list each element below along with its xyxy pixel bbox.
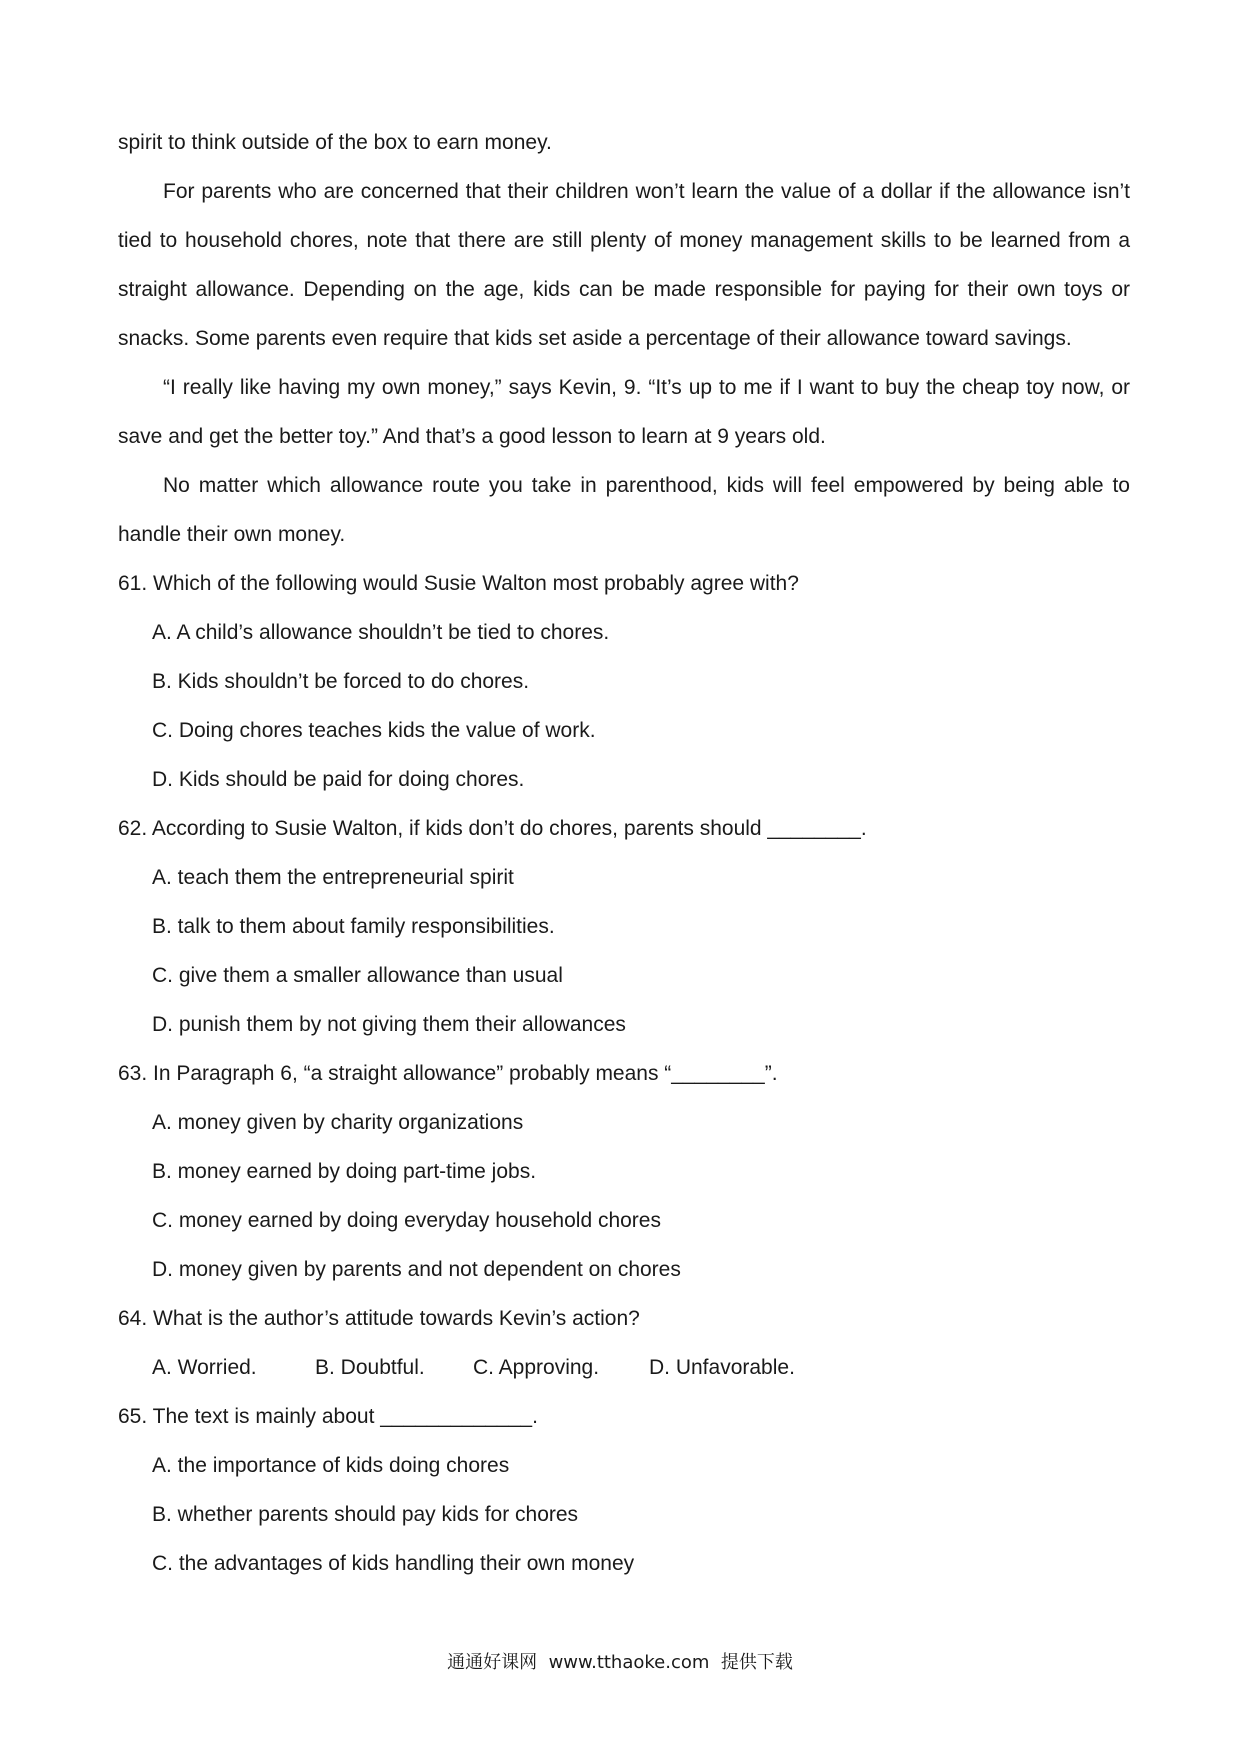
document-page bbox=[118, 118, 1130, 1588]
question-61 bbox=[118, 559, 1130, 804]
option-c: C. Approving. bbox=[473, 1356, 600, 1379]
question-stem: 65. The text is mainly about _____________. bbox=[118, 1405, 538, 1428]
question-stem: 62. According to Susie Walton, if kids don’t do chores, parents should ________. bbox=[118, 817, 867, 840]
passage-paragraph-8: No matter which allowance route you take in parenthood, kids will feel empowered by being able to handle their own money. bbox=[118, 474, 1130, 546]
option-b: B. money earned by doing part-time jobs. bbox=[152, 1160, 537, 1183]
question-62 bbox=[118, 804, 1130, 1049]
option-d: D. Unfavorable. bbox=[649, 1356, 795, 1379]
option-a: A. teach them the entrepreneurial spirit bbox=[152, 866, 514, 889]
option-a: A. the importance of kids doing chores bbox=[152, 1454, 510, 1477]
passage-paragraph-7: “I really like having my own money,” says Kevin, 9. “It’s up to me if I want to buy the cheap toy now, or save and get the better toy.” And that’s a good lesson to learn at 9 years old. bbox=[118, 376, 1130, 448]
option-c: C. Doing chores teaches kids the value of work. bbox=[152, 719, 596, 742]
question-64 bbox=[118, 1294, 1130, 1392]
question-stem: 64. What is the author’s attitude towards Kevin’s action? bbox=[118, 1307, 640, 1330]
question-stem: 63. In Paragraph 6, “a straight allowance” probably means “________”. bbox=[118, 1062, 778, 1085]
option-a: A. A child’s allowance shouldn’t be tied to chores. bbox=[152, 621, 610, 644]
question-65 bbox=[118, 1392, 1130, 1588]
question-63 bbox=[118, 1049, 1130, 1294]
option-b: B. talk to them about family responsibilities. bbox=[152, 915, 555, 938]
option-b: B. whether parents should pay kids for chores bbox=[152, 1503, 579, 1526]
passage-paragraph-6: For parents who are concerned that their children won’t learn the value of a dollar if the allowance isn’t tied to household chores, note that there are still plenty of money management skills to be learned from a straight allowance. Depending on the age, kids can be made responsible for paying for their own toys or snacks. Some parents even require that kids set aside a percentage of their allowance toward savings. bbox=[118, 180, 1130, 350]
option-c: C. give them a smaller allowance than usual bbox=[152, 964, 563, 987]
option-a: A. Worried. bbox=[152, 1356, 257, 1379]
option-row bbox=[118, 1343, 1130, 1392]
option-c: C. money earned by doing everyday household chores bbox=[152, 1209, 661, 1232]
option-a: A. money given by charity organizations bbox=[152, 1111, 524, 1134]
option-c: C. the advantages of kids handling their own money bbox=[152, 1552, 635, 1575]
passage-paragraph-continuation: spirit to think outside of the box to earn money. bbox=[118, 131, 552, 154]
option-b: B. Doubtful. bbox=[315, 1356, 425, 1379]
option-b: B. Kids shouldn’t be forced to do chores. bbox=[152, 670, 530, 693]
option-d: D. money given by parents and not dependent on chores bbox=[152, 1258, 681, 1281]
page-footer: 通通好课网 www.tthaoke.com 提供下载 bbox=[447, 1652, 793, 1673]
option-d: D. punish them by not giving them their allowances bbox=[152, 1013, 626, 1036]
question-stem: 61. Which of the following would Susie Walton most probably agree with? bbox=[118, 572, 799, 595]
option-d: D. Kids should be paid for doing chores. bbox=[152, 768, 525, 791]
